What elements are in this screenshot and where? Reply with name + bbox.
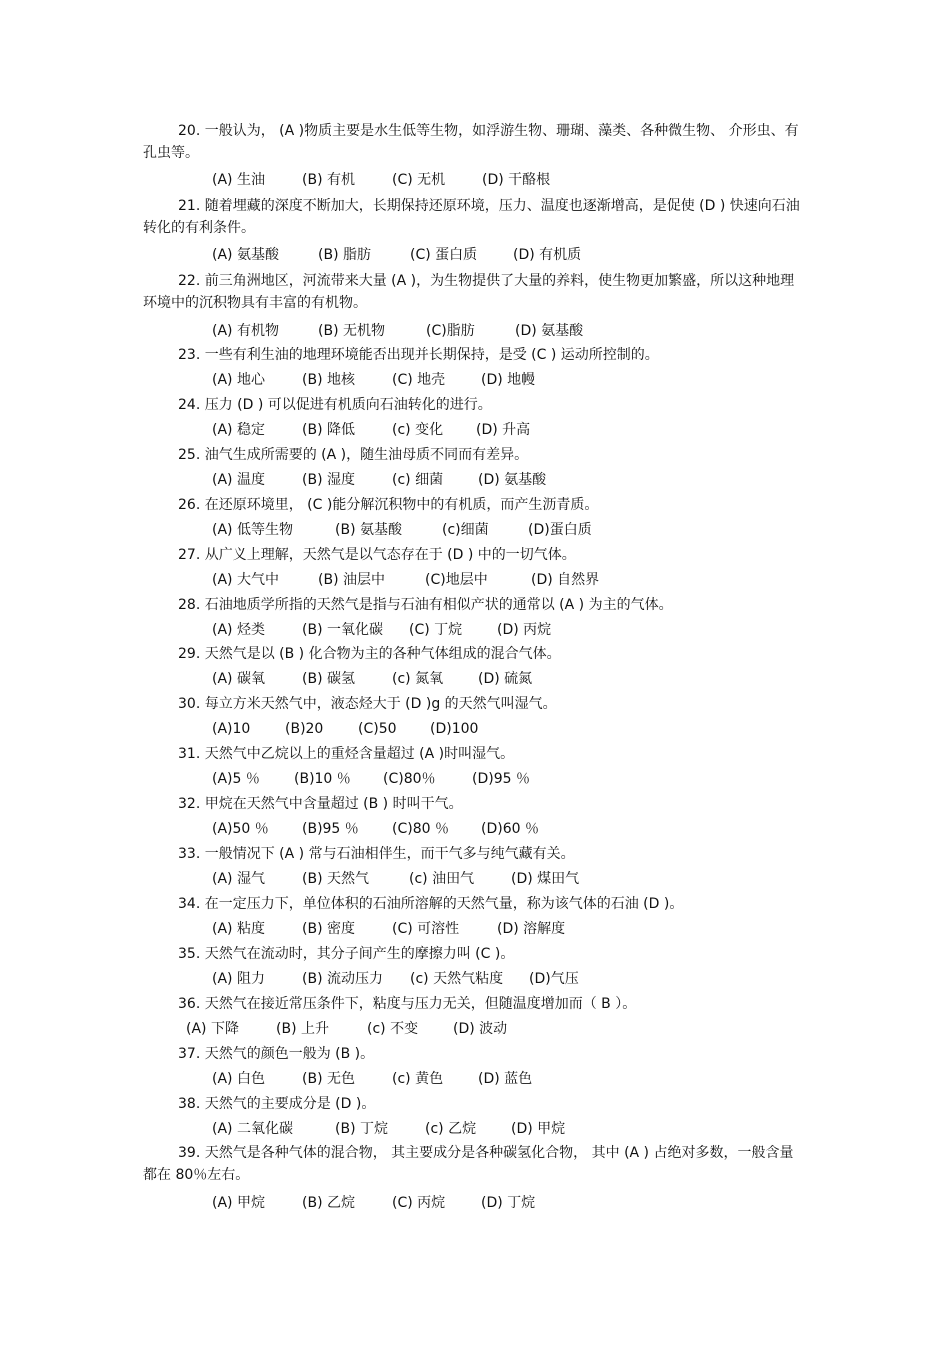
options-39	[212, 1192, 535, 1214]
options-36	[186, 1018, 507, 1040]
question-stem: 32. 甲烷在天然气中含量超过 (B ) 时叫干气。	[178, 796, 463, 812]
question-29	[0, 643, 950, 665]
option-d: (D) 氨基酸	[515, 323, 584, 339]
option-c: (C)80％	[383, 771, 436, 787]
options-27	[212, 569, 599, 591]
option-d: (D)气压	[529, 971, 579, 987]
question-stem: 33. 一般情况下 (A ) 常与石油相伴生，而干气多与纯气藏有关。	[178, 846, 575, 862]
option-c: (c) 变化	[392, 422, 444, 438]
option-d: (D) 丙烷	[497, 622, 552, 638]
option-b: (B) 油层中	[318, 572, 385, 588]
question-31	[0, 743, 950, 765]
question-34	[0, 893, 950, 915]
question-stem: 22. 前三角洲地区，河流带来大量 (A )，为生物提供了大量的养料，使生物更加繁盛，所以这种地理环境中的沉积物具有丰富的有机物。	[143, 273, 795, 311]
option-c: (C)50	[358, 721, 397, 737]
option-c: (C) 丁烷	[409, 622, 463, 638]
option-d: (D) 蓝色	[478, 1071, 533, 1087]
option-c: (c) 氮氧	[392, 671, 444, 687]
options-29	[212, 668, 532, 690]
question-32	[0, 793, 950, 815]
question-28	[0, 594, 950, 616]
question-30	[0, 693, 950, 715]
option-b: (B) 密度	[302, 921, 355, 937]
question-stem: 26. 在还原环境里， (C )能分解沉积物中的有机质，而产生沥青质。	[178, 497, 599, 513]
option-d: (D) 地幔	[481, 372, 536, 388]
question-22	[0, 270, 950, 314]
option-b: (B) 流动压力	[302, 971, 383, 987]
options-28	[212, 619, 551, 641]
option-a: (A) 有机物	[212, 323, 279, 339]
question-stem: 30. 每立方米天然气中，液态烃大于 (D )g 的天然气叫湿气。	[178, 696, 557, 712]
option-b: (B) 地核	[302, 372, 355, 388]
options-31	[212, 768, 530, 790]
option-b: (B) 无色	[302, 1071, 355, 1087]
option-a: (A)5 ％	[212, 771, 260, 787]
option-d: (D) 煤田气	[511, 871, 580, 887]
options-22	[212, 320, 583, 342]
question-stem: 25. 油气生成所需要的 (A )，随生油母质不同而有差异。	[178, 447, 529, 463]
question-stem: 28. 石油地质学所指的天然气是指与石油有相似产状的通常以 (A ) 为主的气体。	[178, 597, 673, 613]
options-30	[212, 718, 478, 740]
option-c: (C)80 ％	[392, 821, 449, 837]
option-c: (c) 天然气粘度	[410, 971, 504, 987]
option-d: (D) 自然界	[531, 572, 600, 588]
question-stem: 31. 天然气中乙烷以上的重烃含量超过 (A )时叫湿气。	[178, 746, 515, 762]
option-b: (B)95 ％	[302, 821, 359, 837]
option-a: (A) 温度	[212, 472, 265, 488]
option-d: (D) 有机质	[513, 247, 582, 263]
question-stem: 21. 随着埋藏的深度不断加大，长期保持还原环境，压力、温度也逐渐增高，是促使 (D ) 快速向石油转化的有利条件。	[143, 198, 800, 236]
option-b: (B) 无机物	[318, 323, 385, 339]
option-a: (A) 稳定	[212, 422, 265, 438]
option-d: (D) 丁烷	[481, 1195, 536, 1211]
question-23	[0, 344, 950, 366]
option-a: (A)50 ％	[212, 821, 269, 837]
question-stem: 34. 在一定压力下，单位体积的石油所溶解的天然气量，称为该气体的石油 (D )。	[178, 896, 684, 912]
question-35	[0, 943, 950, 965]
question-stem: 27. 从广义上理解，天然气是以气态存在于 (D ) 中的一切气体。	[178, 547, 576, 563]
option-c: (c) 不变	[367, 1021, 419, 1037]
question-33	[0, 843, 950, 865]
option-d: (D)95 ％	[472, 771, 530, 787]
question-27	[0, 544, 950, 566]
option-a: (A) 甲烷	[212, 1195, 265, 1211]
option-b: (B) 乙烷	[302, 1195, 355, 1211]
option-a: (A) 大气中	[212, 572, 279, 588]
option-d: (D)60 ％	[481, 821, 539, 837]
option-d: (D) 甲烷	[511, 1121, 566, 1137]
option-d: (D) 波动	[453, 1021, 508, 1037]
option-a: (A) 氨基酸	[212, 247, 279, 263]
option-a: (A) 二氧化碳	[212, 1121, 293, 1137]
option-c: (c) 细菌	[392, 472, 444, 488]
option-d: (D) 升高	[476, 422, 531, 438]
option-b: (B) 湿度	[302, 472, 355, 488]
option-a: (A) 生油	[212, 172, 265, 188]
option-a: (A) 地心	[212, 372, 265, 388]
question-21	[0, 195, 950, 239]
option-d: (D) 干酪根	[482, 172, 551, 188]
option-d: (D) 硫氮	[478, 671, 533, 687]
option-a: (A) 碳氧	[212, 671, 265, 687]
option-d: (D) 溶解度	[497, 921, 566, 937]
option-b: (B) 碳氢	[302, 671, 355, 687]
option-c: (C) 蛋白质	[410, 247, 478, 263]
option-a: (A) 低等生物	[212, 522, 293, 538]
option-d: (D)蛋白质	[528, 522, 592, 538]
option-b: (B) 一氧化碳	[302, 622, 383, 638]
option-a: (A) 烃类	[212, 622, 265, 638]
options-24	[212, 419, 530, 441]
option-a: (A) 阻力	[212, 971, 265, 987]
question-stem: 24. 压力 (D ) 可以促进有机质向石油转化的进行。	[178, 397, 492, 413]
question-20	[0, 120, 950, 164]
question-stem: 20. 一般认为， (A )物质主要是水生低等生物，如浮游生物、珊瑚、藻类、各种微生物、 介形虫、有孔虫等。	[143, 123, 799, 161]
question-stem: 36. 天然气在接近常压条件下，粘度与压力无关，但随温度增加而（ B ）。	[178, 996, 637, 1012]
option-a: (A) 粘度	[212, 921, 265, 937]
options-38	[212, 1118, 565, 1140]
question-stem: 35. 天然气在流动时，其分子间产生的摩擦力叫 (C )。	[178, 946, 515, 962]
option-a: (A)10	[212, 721, 251, 737]
question-stem: 38. 天然气的主要成分是 (D )。	[178, 1096, 376, 1112]
option-c: (c) 乙烷	[425, 1121, 477, 1137]
options-20	[212, 169, 550, 191]
options-26	[212, 519, 592, 541]
options-37	[212, 1068, 532, 1090]
question-38	[0, 1093, 950, 1115]
option-b: (B)10 ％	[294, 771, 351, 787]
question-37	[0, 1043, 950, 1065]
options-21	[212, 244, 581, 266]
question-stem: 29. 天然气是以 (B ) 化合物为主的各种气体组成的混合气体。	[178, 646, 561, 662]
option-c: (C) 丙烷	[392, 1195, 446, 1211]
option-c: (C) 可溶性	[392, 921, 460, 937]
option-b: (B) 氨基酸	[335, 522, 402, 538]
options-33	[212, 868, 579, 890]
option-a: (A) 下降	[186, 1021, 239, 1037]
option-b: (B) 降低	[302, 422, 355, 438]
option-c: (C) 无机	[392, 172, 446, 188]
question-36	[0, 993, 950, 1015]
option-c: (c) 油田气	[409, 871, 475, 887]
options-25	[212, 469, 546, 491]
question-39	[0, 1142, 950, 1186]
options-34	[212, 918, 565, 940]
option-c: (C)脂肪	[426, 323, 475, 339]
option-a: (A) 白色	[212, 1071, 265, 1087]
option-b: (B) 丁烷	[335, 1121, 388, 1137]
option-b: (B) 上升	[276, 1021, 329, 1037]
question-stem: 23. 一些有利生油的地理环境能否出现并长期保持，是受 (C ) 运动所控制的。	[178, 347, 659, 363]
question-26	[0, 494, 950, 516]
question-stem: 39. 天然气是各种气体的混合物， 其主要成分是各种碳氢化合物， 其中 (A ) 占绝对多数，一般含量都在 80％左右。	[143, 1145, 794, 1183]
option-b: (B)20	[285, 721, 324, 737]
option-b: (B) 有机	[302, 172, 355, 188]
option-d: (D)100	[430, 721, 479, 737]
options-32	[212, 818, 539, 840]
options-35	[212, 968, 579, 990]
option-c: (c) 黄色	[392, 1071, 444, 1087]
question-25	[0, 444, 950, 466]
option-b: (B) 天然气	[302, 871, 369, 887]
option-c: (C)地层中	[425, 572, 488, 588]
option-a: (A) 湿气	[212, 871, 265, 887]
option-c: (C) 地壳	[392, 372, 446, 388]
option-b: (B) 脂肪	[318, 247, 371, 263]
question-stem: 37. 天然气的颜色一般为 (B )。	[178, 1046, 375, 1062]
question-24	[0, 394, 950, 416]
option-d: (D) 氨基酸	[478, 472, 547, 488]
option-c: (c)细菌	[442, 522, 489, 538]
options-23	[212, 369, 535, 391]
